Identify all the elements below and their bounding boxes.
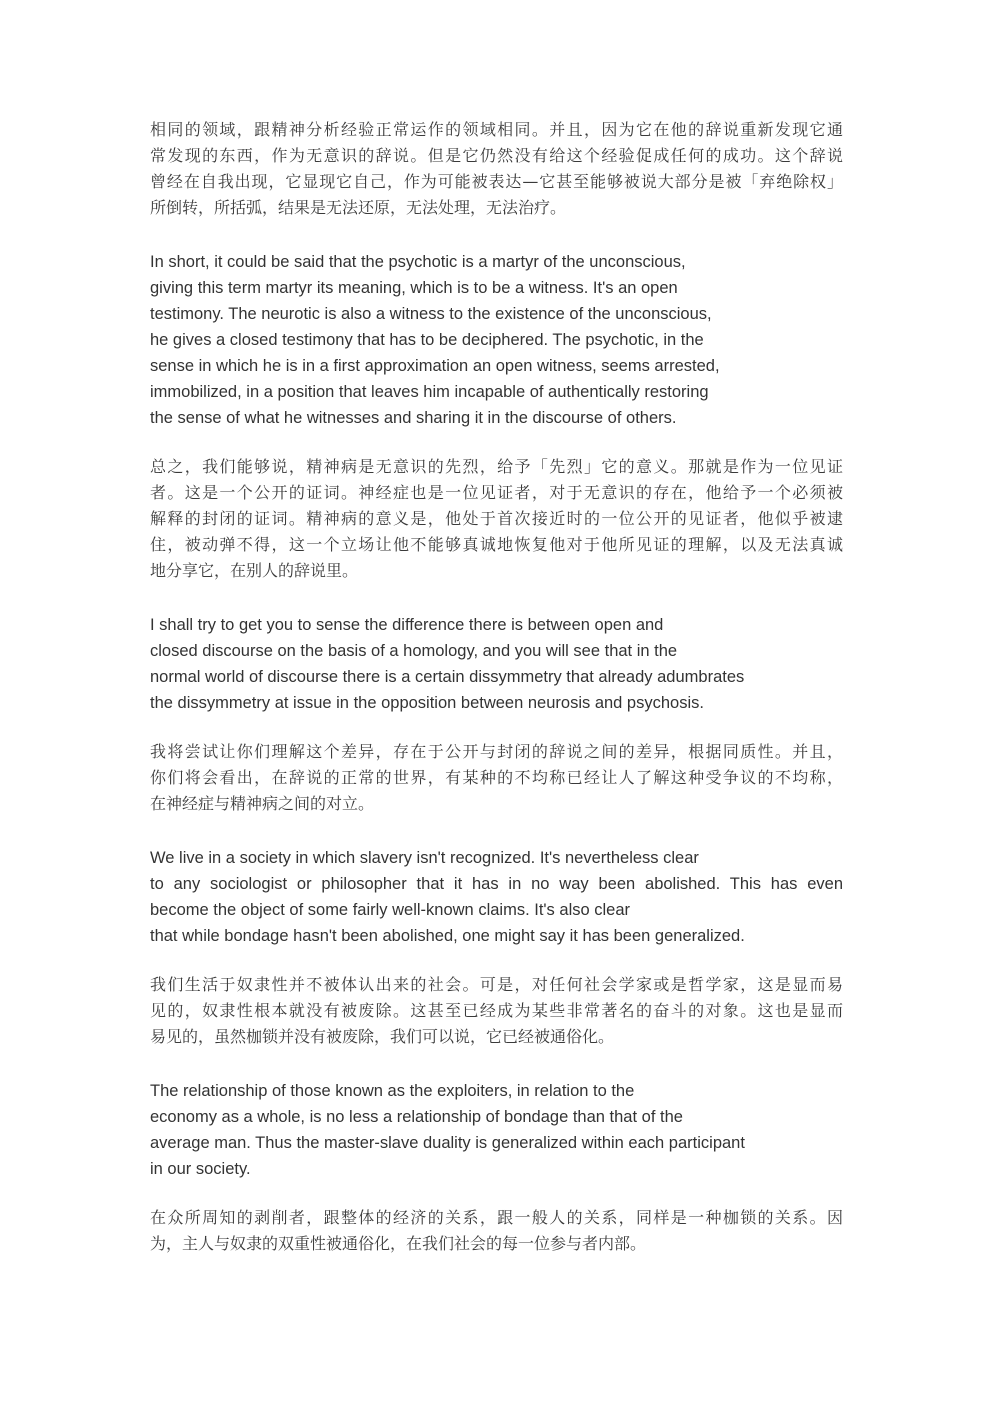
- text-line: economy as a whole, is no less a relationship of bondage than that of the: [150, 1108, 683, 1126]
- paragraph-zh-5: [150, 1205, 843, 1257]
- paragraph-spacer: [150, 431, 843, 454]
- text-line: giving this term martyr its meaning, which is to be a witness. It's an open: [150, 279, 678, 297]
- text-line: normal world of discourse there is a certain dissymmetry that already adumbrates: [150, 668, 745, 686]
- paragraph-spacer: [150, 949, 843, 972]
- text-line: sense in which he is in a first approximation an open witness, seems arrested,: [150, 357, 720, 375]
- paragraph-en-2: [150, 612, 843, 716]
- paragraph-en-1: [150, 249, 843, 431]
- text-line: 相同的领域，跟精神分析经验正常运作的领域相同。并且，因为它在他的辞说重新发现它通: [150, 120, 843, 139]
- text-line: 常发现的东西，作为无意识的辞说。但是它仍然没有给这个经验促成任何的成功。这个辞说: [150, 146, 843, 165]
- text-line: 解释的封闭的证词。精神病的意义是，他处于首次接近时的一位公开的见证者，他似乎被逮: [150, 509, 843, 528]
- text-line: 易见的，虽然枷锁并没有被废除，我们可以说，它已经被通俗化。: [150, 1027, 615, 1046]
- text-line: the sense of what he witnesses and sharing it in the discourse of others.: [150, 409, 677, 427]
- text-line: 住，被动弹不得，这一个立场让他不能够真诚地恢复他对于他所见证的理解，以及无法真诚: [150, 535, 843, 554]
- text-line: become the object of some fairly well-known claims. It's also clear: [150, 901, 631, 919]
- paragraph-spacer: [150, 584, 843, 612]
- text-line: to any sociologist or philosopher that it has in no way been abolished. This has even: [150, 875, 843, 893]
- text-line: 曾经在自我出现，它显现它自己，作为可能被表达—它甚至能够被说大部分是被「弃绝除权」: [150, 172, 843, 191]
- document-body: [150, 117, 843, 1257]
- paragraph-spacer: [150, 1182, 843, 1205]
- text-line: 在众所周知的剥削者，跟整体的经济的关系，跟一般人的关系，同样是一种枷锁的关系。因: [150, 1208, 843, 1227]
- paragraph-zh-2: [150, 454, 843, 584]
- paragraph-zh-1: [150, 117, 843, 221]
- text-line: We live in a society in which slavery isn't recognized. It's nevertheless clear: [150, 849, 699, 867]
- text-line: I shall try to get you to sense the difference there is between open and: [150, 616, 664, 634]
- paragraph-en-3: [150, 845, 843, 949]
- text-line: 所倒转，所括弧，结果是无法还原，无法处理，无法治疗。: [150, 198, 567, 217]
- text-line: that while bondage hasn't been abolished, one might say it has been generalized.: [150, 927, 745, 945]
- text-line: 见的，奴隶性根本就没有被废除。这甚至已经成为某些非常著名的奋斗的对象。这也是显而: [150, 1001, 843, 1020]
- text-line: 你们将会看出，在辞说的正常的世界，有某种的不均称已经让人了解这种受争议的不均称，: [150, 768, 843, 787]
- text-line: he gives a closed testimony that has to be deciphered. The psychotic, in the: [150, 331, 704, 349]
- text-line: In short, it could be said that the psychotic is a martyr of the unconscious,: [150, 253, 686, 271]
- text-line: 地分享它，在别人的辞说里。: [150, 561, 359, 580]
- paragraph-zh-3: [150, 739, 843, 817]
- paragraph-spacer: [150, 716, 843, 739]
- text-line: 在神经症与精神病之间的对立。: [150, 794, 375, 813]
- text-line: 我们生活于奴隶性并不被体认出来的社会。可是，对任何社会学家或是哲学家，这是显而易: [150, 975, 843, 994]
- paragraph-spacer: [150, 1050, 843, 1078]
- text-line: The relationship of those known as the exploiters, in relation to the: [150, 1082, 635, 1100]
- text-line: 为，主人与奴隶的双重性被通俗化，在我们社会的每一位参与者内部。: [150, 1234, 647, 1253]
- text-line: the dissymmetry at issue in the opposition between neurosis and psychosis.: [150, 694, 704, 712]
- paragraph-zh-4: [150, 972, 843, 1050]
- text-line: 总之，我们能够说，精神病是无意识的先烈，给予「先烈」它的意义。那就是作为一位见证: [150, 457, 843, 476]
- text-line: immobilized, in a position that leaves him incapable of authentically restoring: [150, 383, 709, 401]
- text-line: 者。这是一个公开的证词。神经症也是一位见证者，对于无意识的存在，他给予一个必须被: [150, 483, 843, 502]
- paragraph-spacer: [150, 221, 843, 249]
- text-line: average man. Thus the master-slave duality is generalized within each participant: [150, 1134, 745, 1152]
- text-line: testimony. The neurotic is also a witness to the existence of the unconscious,: [150, 305, 712, 323]
- paragraph-en-4: [150, 1078, 843, 1182]
- text-line: 我将尝试让你们理解这个差异，存在于公开与封闭的辞说之间的差异，根据同质性。并且，: [150, 742, 843, 761]
- text-line: closed discourse on the basis of a homology, and you will see that in the: [150, 642, 678, 660]
- text-line: in our society.: [150, 1160, 251, 1178]
- paragraph-spacer: [150, 817, 843, 845]
